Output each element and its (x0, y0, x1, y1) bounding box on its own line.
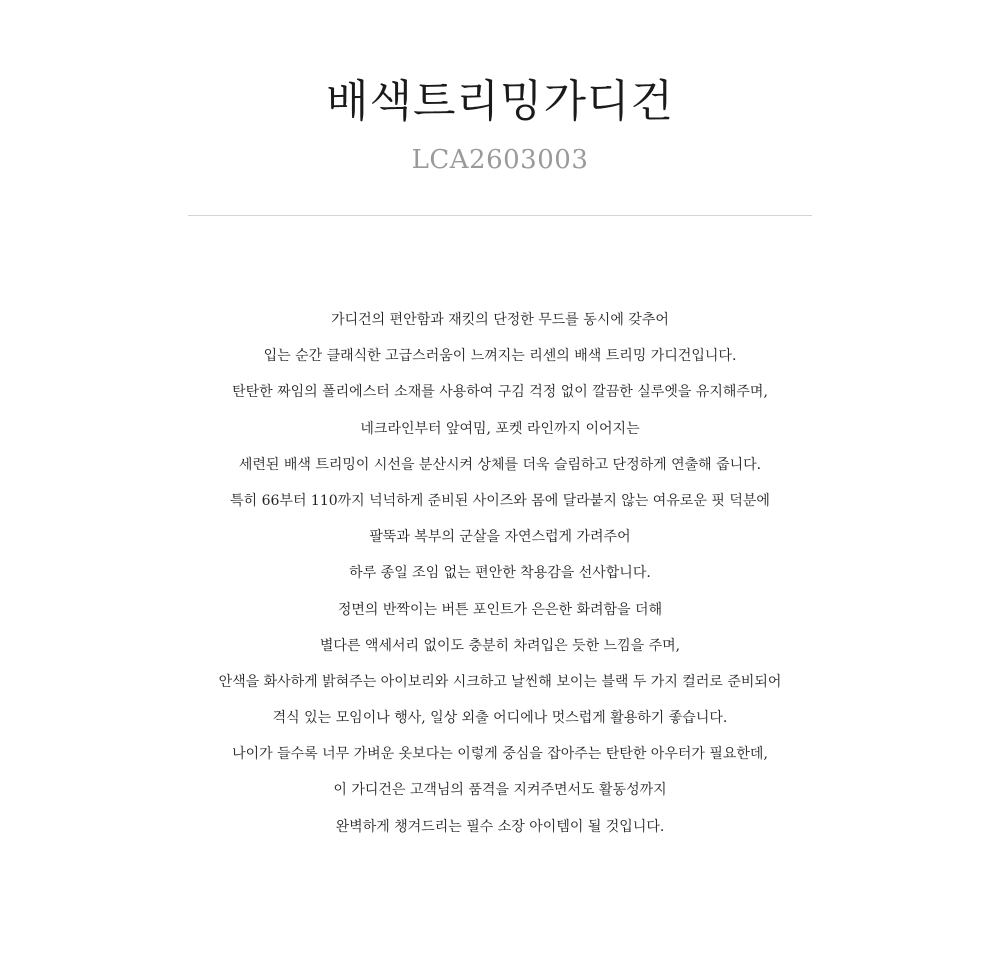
description-line: 특히 66부터 110까지 넉넉하게 준비된 사이즈와 몸에 달라붙지 않는 여유로운 핏 덕분에 (230, 492, 770, 509)
description-line: 나이가 들수록 너무 가벼운 옷보다는 이렇게 중심을 잡아주는 탄탄한 아우터가 필요한데, (232, 746, 768, 763)
description-line: 하루 종일 조임 없는 편안한 착용감을 선사합니다. (349, 565, 651, 582)
divider (188, 215, 812, 216)
description-line: 입는 순간 클래식한 고급스러움이 느껴지는 리센의 배색 트리밍 가디건입니다. (263, 348, 737, 365)
description-line: 정면의 반짝이는 버튼 포인트가 은은한 화려함을 더해 (337, 601, 663, 618)
description-line: 팔뚝과 복부의 군살을 자연스럽게 가려주어 (369, 529, 631, 546)
description-line: 완벽하게 챙겨드리는 필수 소장 아이템이 될 것입니다. (335, 818, 665, 835)
description-line: 안색을 화사하게 밝혀주는 아이보리와 시크하고 날씬해 보이는 블랙 두 가지 컬러로 준비되어 (218, 673, 782, 690)
description-line: 네크라인부터 앞여밈, 포켓 라인까지 이어지는 (360, 420, 640, 437)
description-line: 격식 있는 모임이나 행사, 일상 외출 어디에나 멋스럽게 활용하기 좋습니다. (272, 710, 728, 727)
product-title: 배색트리밍가디건 (325, 76, 675, 127)
description-line: 이 가디건은 고객님의 품격을 지켜주면서도 활동성까지 (333, 782, 667, 799)
description-line: 세련된 배색 트리밍이 시선을 분산시켜 상체를 더욱 슬림하고 단정하게 연출해 줍니다. (238, 456, 762, 473)
description-line: 가디건의 편안함과 재킷의 단정한 무드를 동시에 갖추어 (331, 312, 669, 328)
product-description (0, 302, 1000, 845)
description-line: 탄탄한 짜임의 폴리에스터 소재를 사용하여 구김 걱정 없이 깔끔한 실루엣을 유지해주며, (232, 384, 768, 401)
product-code: LCA2603003 (411, 145, 589, 175)
description-line: 별다른 액세서리 없이도 충분히 차려입은 듯한 느낌을 주며, (319, 637, 681, 654)
